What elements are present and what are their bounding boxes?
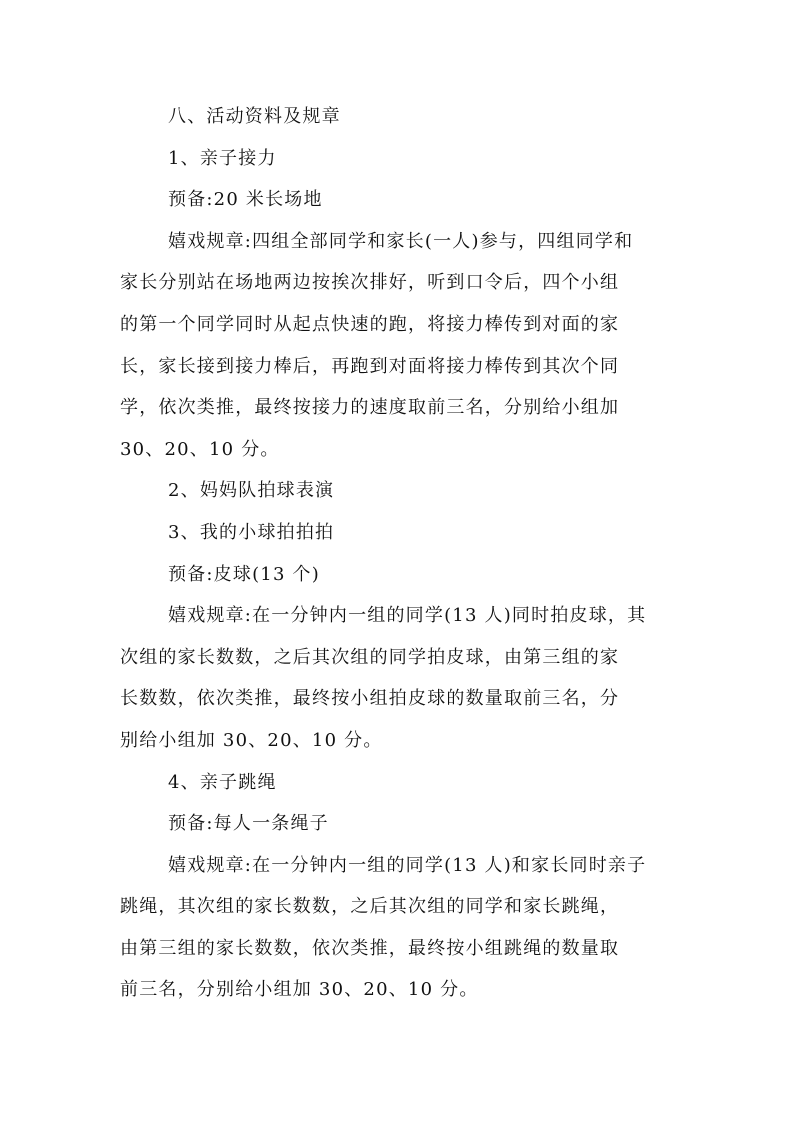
text-line: 3、我的小球拍拍拍: [168, 521, 335, 543]
preparation-text: [120, 554, 680, 596]
text-line: 的第一个同学同时从起点快速的跑，将接力棒传到对面的家: [120, 313, 620, 335]
text-line: 嬉戏规章:四组全部同学和家长(一人)参与，四组同学和: [168, 230, 634, 252]
rules-paragraph: [120, 845, 680, 1011]
text-line: 八、活动资料及规章: [168, 106, 341, 127]
item-heading: [120, 512, 680, 554]
section-heading: [120, 96, 680, 138]
text-line: 预备:皮球(13 个): [168, 563, 320, 585]
text-line: 学，依次类推，最终按接力的速度取前三名，分别给小组加: [120, 397, 620, 419]
document-body: [120, 96, 680, 1011]
text-line: 1、亲子接力: [168, 147, 277, 169]
rules-paragraph: [120, 595, 680, 761]
text-line: 由第三组的家长数数，依次类推，最终按小组跳绳的数量取: [120, 937, 620, 959]
text-line: 嬉戏规章:在一分钟内一组的同学(13 人)和家长同时亲子: [168, 854, 647, 876]
preparation-text: [120, 179, 680, 221]
item-heading: [120, 470, 680, 512]
text-line: 家长分别站在场地两边按挨次排好，听到口令后，四个小组: [120, 272, 620, 294]
text-line: 4、亲子跳绳: [168, 771, 277, 793]
text-line: 预备:20 米长场地: [168, 189, 323, 211]
text-line: 别给小组加 30、20、10 分。: [120, 729, 383, 751]
rules-paragraph: [120, 221, 680, 471]
text-line: 前三名，分别给小组加 30、20、10 分。: [120, 979, 479, 1001]
item-heading: [120, 762, 680, 804]
preparation-text: [120, 803, 680, 845]
text-line: 2、妈妈队拍球表演: [168, 480, 335, 502]
text-line: 长，家长接到接力棒后，再跑到对面将接力棒传到其次个同: [120, 355, 620, 377]
text-line: 跳绳，其次组的家长数数，之后其次组的同学和家长跳绳，: [120, 896, 620, 918]
text-line: 30、20、10 分。: [120, 438, 280, 460]
text-line: 次组的家长数数，之后其次组的同学拍皮球，由第三组的家: [120, 646, 620, 668]
item-heading: [120, 138, 680, 180]
text-line: 预备:每人一条绳子: [168, 813, 329, 835]
text-line: 长数数，依次类推，最终按小组拍皮球的数量取前三名，分: [120, 688, 620, 710]
text-line: 嬉戏规章:在一分钟内一组的同学(13 人)同时拍皮球，其: [168, 605, 647, 627]
